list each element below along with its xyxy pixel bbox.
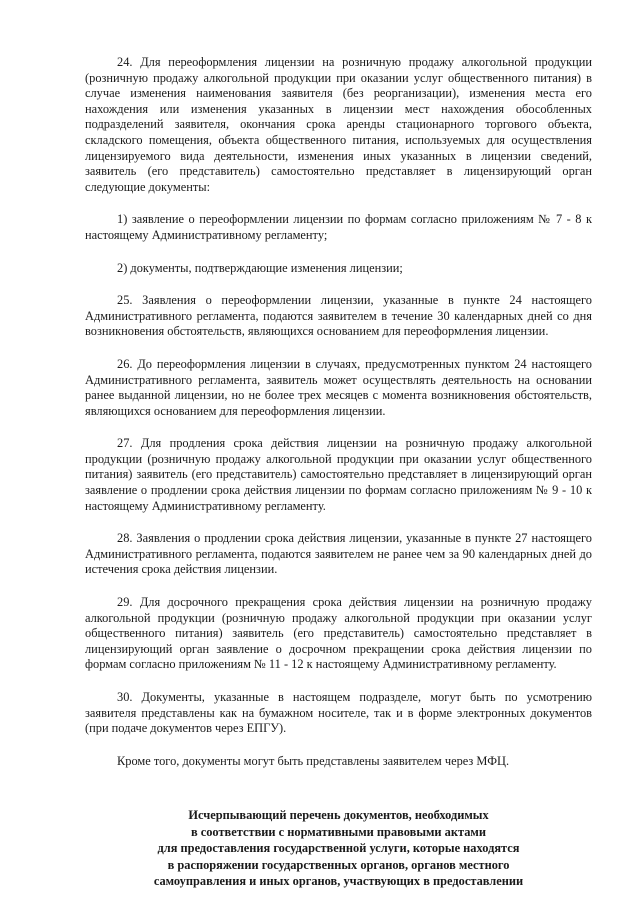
- paragraph-25: 25. Заявления о переоформлении лицензии, указанные в пункте 24 настоящего Административного регламента, подаются заявителем в течение 30 календарных дней со дня возникновения обстоятельств, являющихся основанием для переоформления лицензии.: [85, 293, 592, 339]
- section-heading-line: для предоставления государственной услуги, которые находятся: [157, 841, 520, 856]
- paragraph-27: 27. Для продления срока действия лицензии на розничную продажу алкогольной продукции (розничную продажу алкогольной продукции при оказании услуг общественного питания) заявитель (его представитель) самостоятельно представляет в лицензирующий орган заявление о продлении срока действия лицензии по формам согласно приложениям № 9 - 10 к настоящему Административному регламенту.: [85, 436, 592, 513]
- paragraph-28: 28. Заявления о продлении срока действия лицензии, указанные в пункте 27 настоящего Административного регламента, подаются заявителем не ранее чем за 90 календарных дней до истечения срока действия лицензии.: [85, 531, 592, 577]
- paragraph-30: 30. Документы, указанные в настоящем подразделе, могут быть по усмотрению заявителя представлены как на бумажном носителе, так и в форме электронных документов (при подаче документов через ЕПГУ).: [85, 690, 592, 736]
- paragraph-26: 26. До переоформления лицензии в случаях, предусмотренных пунктом 24 настоящего Административного регламента, заявитель может осуществлять деятельность на основании ранее выданной лицензии, но не более трех месяцев с момента возникновения обстоятельств, являющихся основанием для переоформления лицензии.: [85, 356, 592, 418]
- section-heading-line: в соответствии с нормативными правовыми актами: [190, 824, 487, 839]
- paragraph-29: 29. Для досрочного прекращения срока действия лицензии на розничную продажу алкогольной продукции (розничную продажу алкогольной продукции при оказании услуг общественного питания) заявитель (его представитель) самостоятельно представляет в лицензирующий орган заявление о досрочном прекращении срока действия лицензии по формам согласно приложениям № 11 - 12 к настоящему Административному регламенту.: [85, 595, 592, 672]
- section-heading-line: Исчерпывающий перечень документов, необходимых: [188, 808, 489, 823]
- section-heading: [85, 807, 592, 889]
- paragraph-24: 24. Для переоформления лицензии на розничную продажу алкогольной продукции (розничную продажу алкогольной продукции при оказании услуг общественного питания) в случае изменения наименования заявителя (без реорганизации), изменения места его нахождения или изменения указанных в лицензии мест нахождения обособленных подразделений заявителя, окончания срока аренды стационарного торгового объекта, складского помещения, объекта общественного питания, используемых для осуществления лицензируемого вида деятельности, изменения иных указанных в лицензии сведений, заявитель (его представитель) самостоятельно представляет в лицензирующий орган следующие документы:: [85, 55, 592, 194]
- paragraph-mfc: Кроме того, документы могут быть представлены заявителем через МФЦ.: [117, 753, 510, 768]
- section-heading-line: в распоряжении государственных органов, органов местного: [167, 857, 510, 872]
- paragraph-24-item-1: 1) заявление о переоформлении лицензии по формам согласно приложениям № 7 - 8 к настоящему Административному регламенту;: [85, 212, 592, 242]
- paragraph-24-item-2: 2) документы, подтверждающие изменения лицензии;: [117, 260, 403, 275]
- section-heading-line: самоуправления и иных органов, участвующих в предоставлении: [153, 874, 524, 888]
